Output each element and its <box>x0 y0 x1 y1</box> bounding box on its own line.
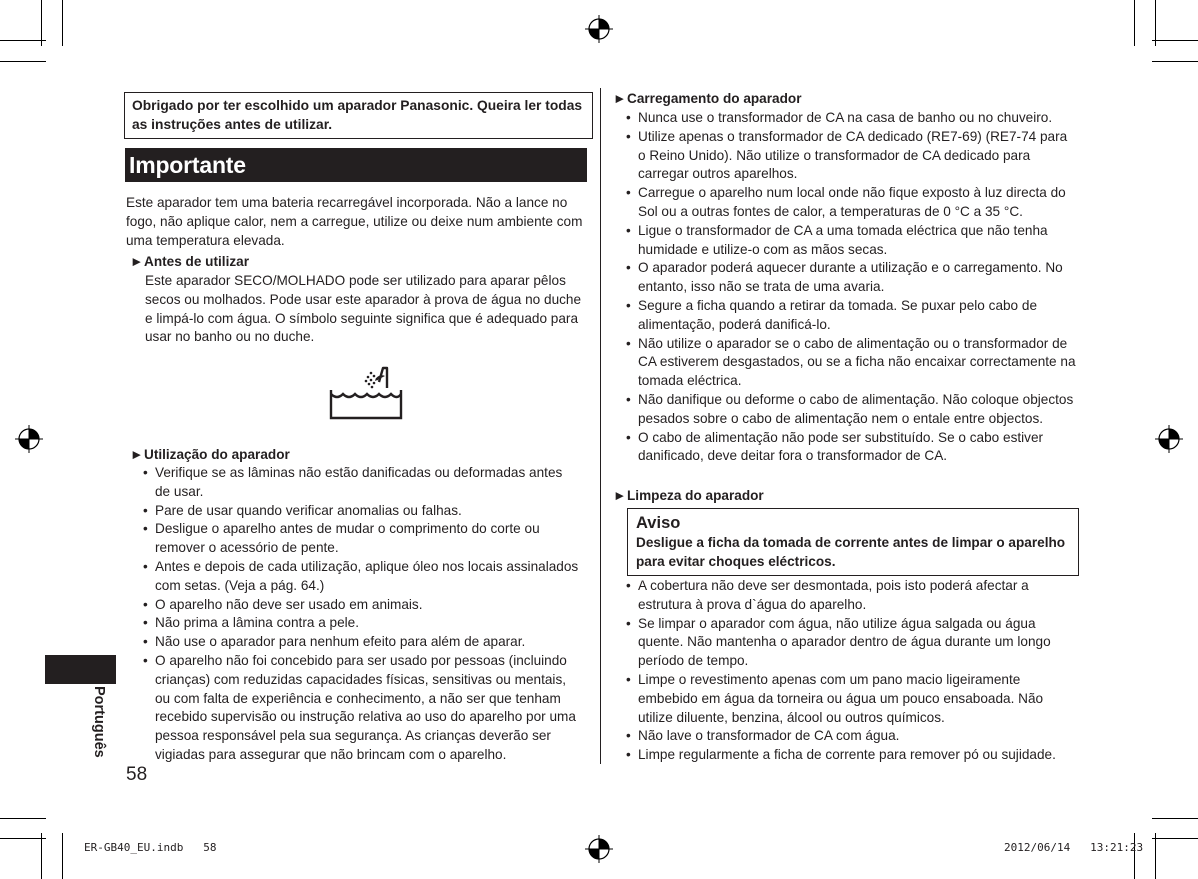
footer-date: 2012/06/14 <box>1004 841 1071 854</box>
cleaning-heading-text: Limpeza do aparador <box>627 488 764 503</box>
charging-heading-text: Carregamento do aparador <box>627 91 802 106</box>
important-title: Importante <box>129 152 246 178</box>
shower-bath-symbol-icon <box>329 364 403 420</box>
list-item: • O aparelho não deve ser usado em animais. <box>143 596 581 615</box>
usage-heading-text: Utilização do aparador <box>144 447 290 462</box>
footer-file: ER-GB40_EU.indb <box>84 841 184 854</box>
intro-text: Obrigado por ter escolhido um aparador Panasonic. Queira ler todas as instruções antes de utilizar. <box>132 98 583 132</box>
footer-file-info <box>84 841 216 854</box>
section-marker-icon: ► <box>130 447 144 462</box>
list-item: • Utilize apenas o transformador de CA dedicado (RE7-69) (RE7-74 para o Reino Unido). Não utilize o transformador de CA dedicado para carregar outros aparelhos. <box>626 128 1076 184</box>
registration-mark-left-icon <box>15 425 43 453</box>
list-item: • Não use o aparador para nenhum efeito para além de aparar. <box>143 633 581 652</box>
list-item: • Pare de usar quando verificar anomalias ou falhas. <box>143 502 581 521</box>
registration-mark-top-icon <box>585 15 613 43</box>
footer-page: 58 <box>203 841 217 854</box>
cleaning-list <box>626 577 1076 765</box>
warning-title: Aviso <box>636 514 681 532</box>
list-item: • Limpe o revestimento apenas com um pano macio ligeiramente embebido em água da torneira ou água um pouco ensaboada. Não utilize diluente, benzina, álcool ou outros químicos. <box>626 671 1076 727</box>
list-item: • O aparelho não foi concebido para ser usado por pessoas (incluindo crianças) com reduzidas capacidades físicas, sensitivas ou mentais, ou com falta de experiência e conhecimento, a não ser que tenham recebido supervisão ou instrução relativa ao uso do aparelho por uma pessoa responsável pela sua segurança. As crianças deverão ser vigiadas para assegurar que não brincam com o aparelho. <box>143 652 581 765</box>
registration-mark-bottom-icon <box>585 835 613 863</box>
list-item: • A cobertura não deve ser desmontada, pois isto poderá afectar a estrutura à prova d`água do aparelho. <box>626 577 1076 615</box>
important-heading <box>125 148 587 182</box>
list-item: • Ligue o transformador de CA a uma tomada eléctrica que não tenha humidade e utilize-o com as mãos secas. <box>626 222 1076 260</box>
charging-heading <box>613 90 802 109</box>
list-item: • Não lave o transformador de CA com água. <box>626 727 1076 746</box>
column-divider <box>600 88 601 764</box>
list-item: • Carregue o aparelho num local onde não fique exposto à luz directa do Sol ou a outras fontes de calor, a temperaturas de 0 °C a 35 °C. <box>626 184 1076 222</box>
before-use-heading-text: Antes de utilizar <box>144 254 249 269</box>
intro-notice <box>124 92 593 139</box>
list-item: • Não danifique ou deforme o cabo de alimentação. Não coloque objectos pesados sobre o cabo de alimentação nem o entale entre objectos. <box>626 391 1076 429</box>
list-item: • Não utilize o aparador se o cabo de alimentação ou o transformador de CA estiverem desgastados, ou se a ficha não encaixar correctamente na tomada eléctrica. <box>626 335 1076 391</box>
before-use-text: Este aparador SECO/MOLHADO pode ser utilizado para aparar pêlos secos ou molhados. Pode usar este aparador à prova de água no duche e limpá-lo com água. O símbolo seguinte significa que é adequado para usar no banho ou no duche. <box>145 273 582 345</box>
list-item: • O cabo de alimentação não pode ser substituído. Se o cabo estiver danificado, deve deitar fora o transformador de CA. <box>626 429 1076 467</box>
cleaning-heading <box>613 487 764 506</box>
list-item: • Antes e depois de cada utilização, aplique óleo nos locais assinalados com setas. (Veja a pág. 64.) <box>143 558 581 596</box>
language-label: Português <box>91 686 107 758</box>
list-item: • Não prima a lâmina contra a pele. <box>143 614 581 633</box>
section-marker-icon: ► <box>613 488 627 503</box>
before-use-heading <box>130 253 249 272</box>
section-marker-icon: ► <box>613 91 627 106</box>
registration-mark-right-icon <box>1155 425 1183 453</box>
list-item: • Se limpar o aparador com água, não utilize água salgada ou água quente. Não mantenha o aparador dentro de água durante um longo período de tempo. <box>626 615 1076 671</box>
section-marker-icon: ► <box>130 254 144 269</box>
list-item: • Segure a ficha quando a retirar da tomada. Se puxar pelo cabo de alimentação, poderá danificá-lo. <box>626 297 1076 335</box>
page-number: 58 <box>126 764 148 785</box>
footer-time: 13:21:23 <box>1090 841 1144 854</box>
list-item: • Nunca use o transformador de CA na casa de banho ou no chuveiro. <box>626 109 1076 128</box>
list-item: • O aparador poderá aquecer durante a utilização e o carregamento. No entanto, isso não se trata de uma avaria. <box>626 259 1076 297</box>
list-item: • Desligue o aparelho antes de mudar o comprimento do corte ou remover o acessório de pente. <box>143 520 581 558</box>
important-paragraph: Este aparador tem uma bateria recarregável incorporada. Não a lance no fogo, não aplique calor, nem a carregue, utilize ou deixe num ambiente com uma temperatura elevada. <box>126 195 583 248</box>
charging-list <box>626 109 1076 466</box>
language-tab <box>45 655 116 684</box>
list-item: • Verifique se as lâminas não estão danificadas ou deformadas antes de usar. <box>143 464 581 502</box>
footer-timestamp <box>1004 841 1143 854</box>
usage-heading <box>130 446 290 465</box>
list-item: • Limpe regularmente a ficha de corrente para remover pó ou sujidade. <box>626 746 1076 765</box>
warning-box <box>627 508 1079 576</box>
usage-list <box>143 464 581 765</box>
warning-text: Desligue a ficha da tomada de corrente antes de limpar o aparelho para evitar choques eléctricos. <box>636 535 1066 569</box>
